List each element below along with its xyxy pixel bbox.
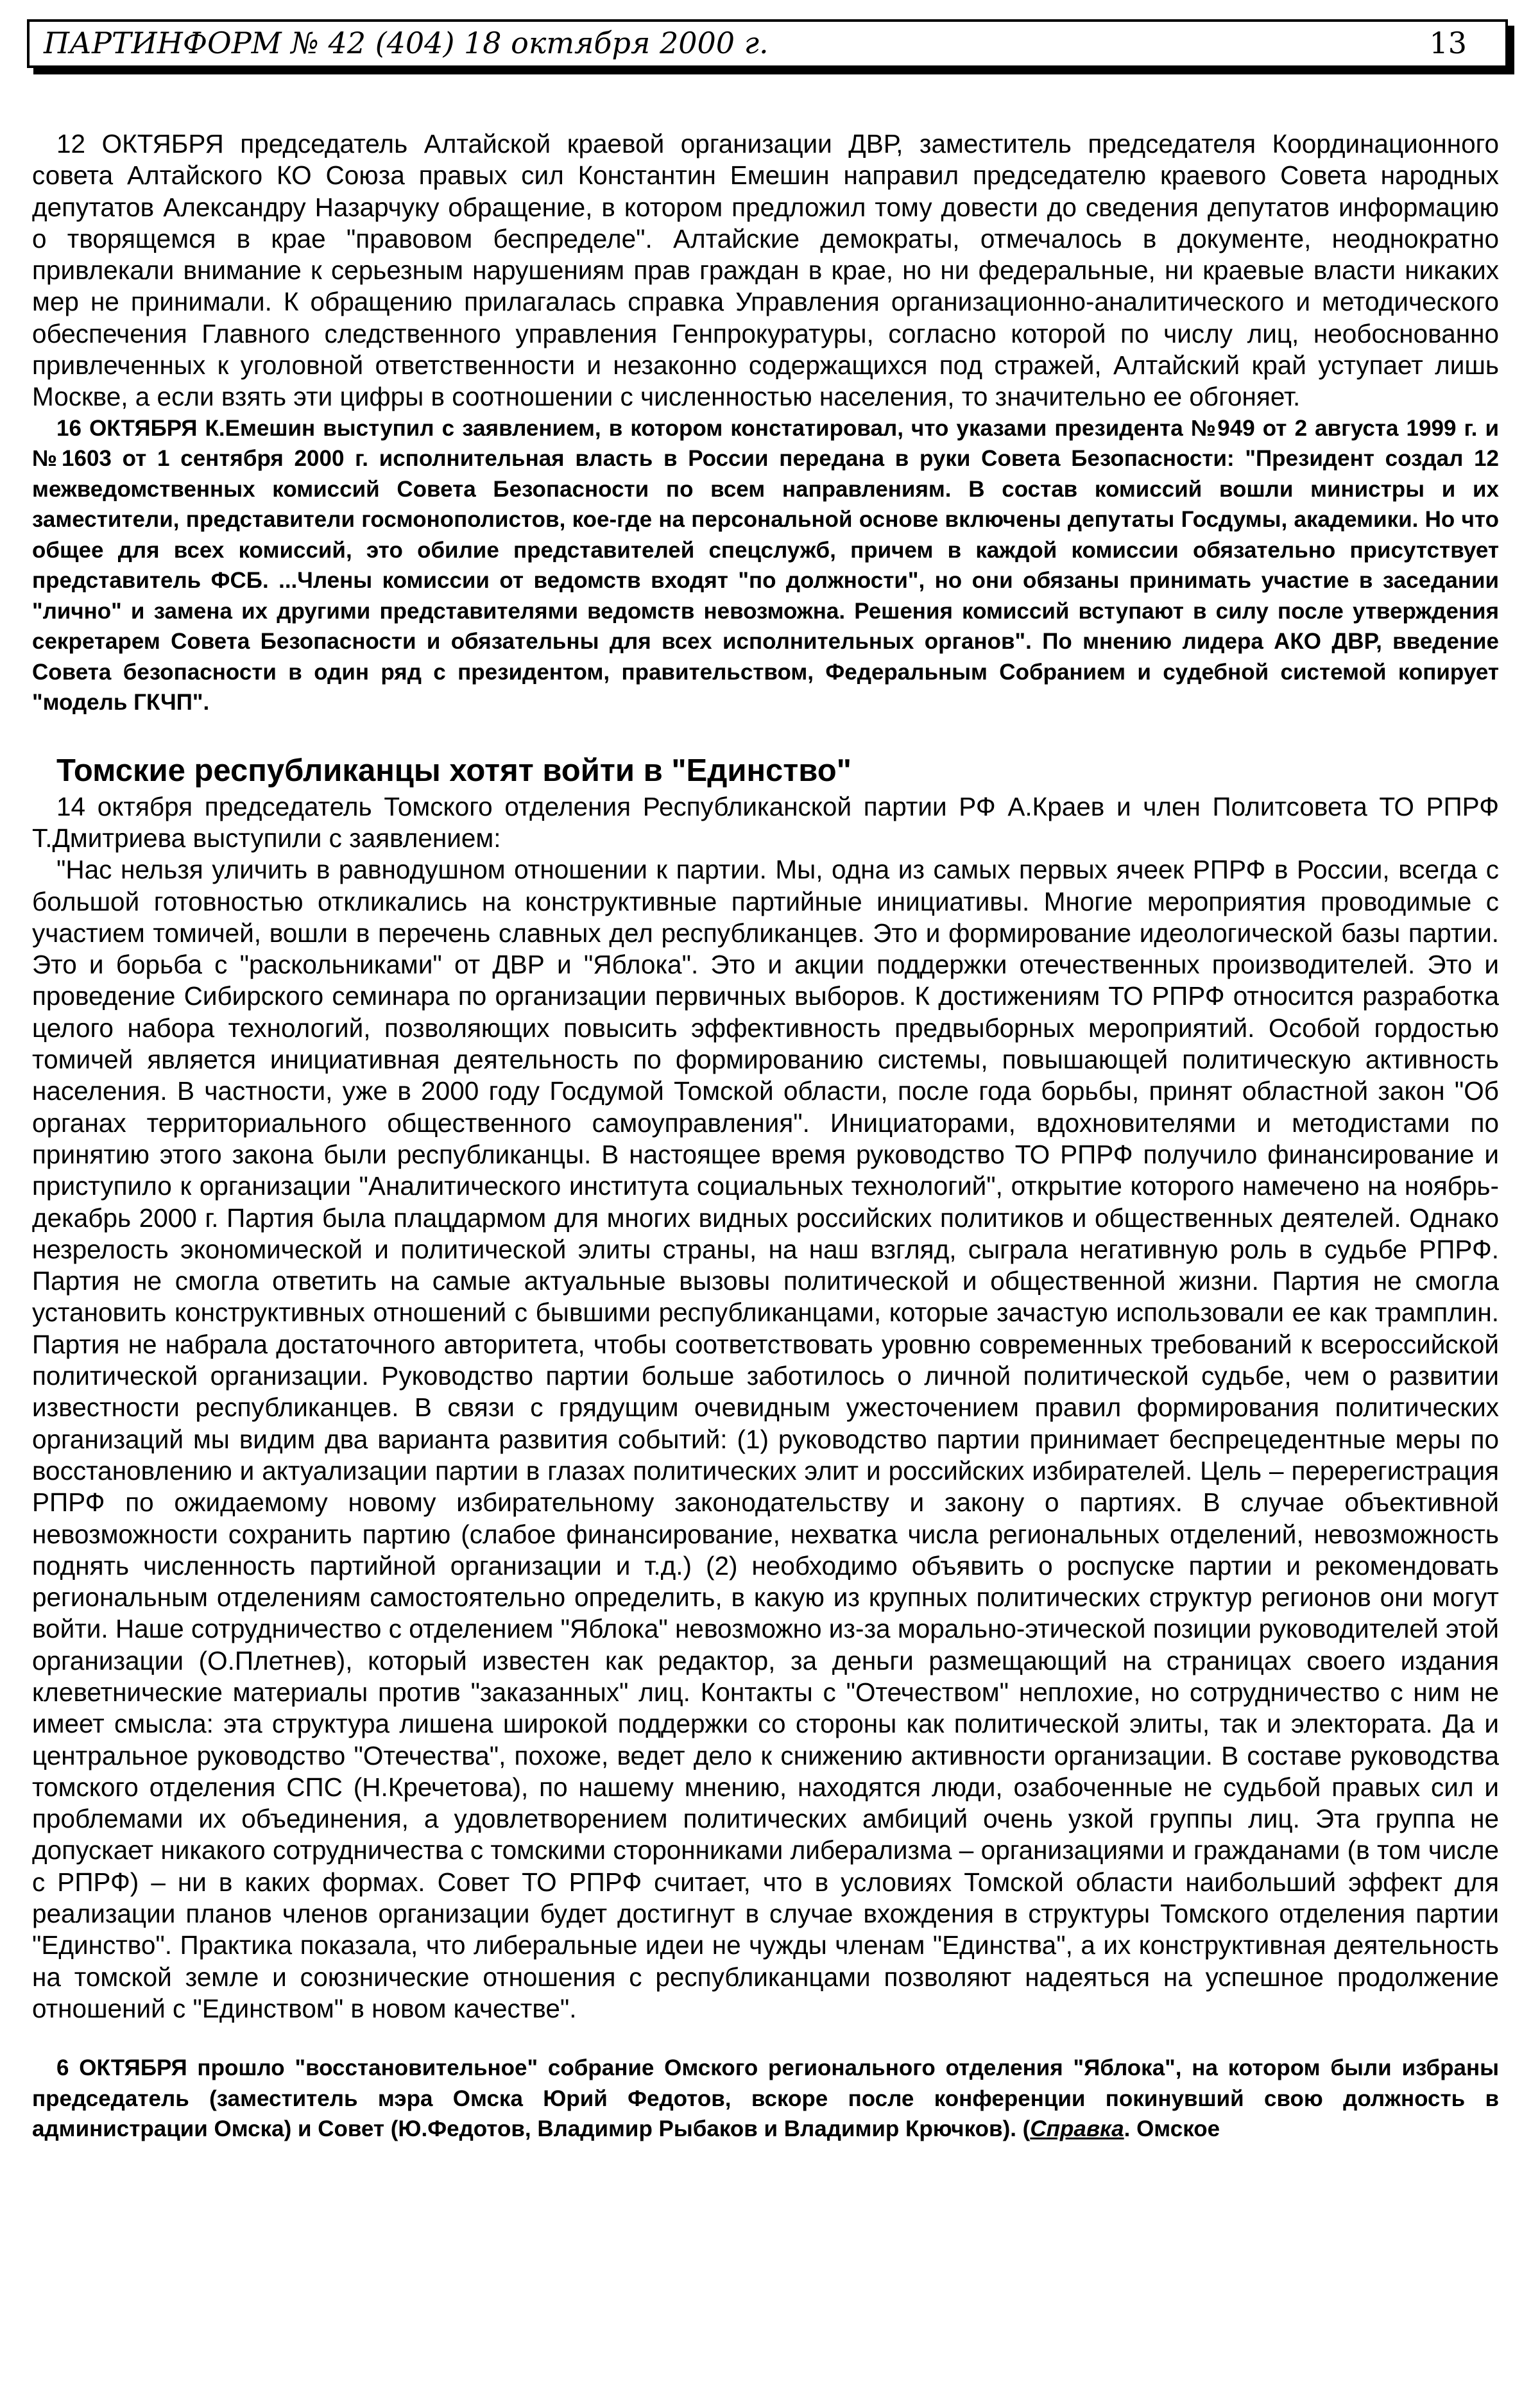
page-header (27, 19, 1508, 68)
article-omsk-tail: . Омское (1124, 2116, 1220, 2142)
article-altai-statement: 16 ОКТЯБРЯ К.Емешин выступил с заявлением, в котором констатировал, что указами президента №949 от 2 августа 1999 г. и №1603 от 1 сентября 2000 г. исполнительная власть в России передана в руки Совета Безопасности: "Президент создал 12 межведомственных комиссий Совета Безопасности по всем направлениям. В состав комиссий вошли министры и их заместители, представители госмонополистов, кое-где на персональной основе включены депутаты Госдумы, академики. Но что общее для всех комиссий, это обилие представителей спецслужб, причем в каждой комиссии обязательно присутствует представитель ФСБ. ...Члены комиссии от ведомств входят "по должности", но они обязаны принимать участие в заседании "лично" и замена их другими представителями ведомств невозможна. Решения комиссий вступают в силу после утверждения секретарем Совета Безопасности и обязательны для всех исполнительных органов". По мнению лидера АКО ДВР, введение Совета безопасности в один ряд с президентом, правительством, Федеральным Собранием и судебной системой копирует "модель ГКЧП". (32, 415, 1499, 715)
page-content (32, 128, 1499, 2145)
article-tomsk-body: "Нас нельзя уличить в равнодушном отношении к партии. Мы, одна из самых первых ячеек РПРФ в России, всегда с большой готовностью откликались на конструктивные партийные инициативы. Многие мероприятия проводимые с участием томичей, вошли в перечень славных дел республиканцев. Это и формирование идеологической базы партии. Это и борьба с "раскольниками" от ДВР и "Яблока". Это и акции поддержки отечественных производителей. Это и проведение Сибирского семинара по организации первичных выборов. К достижениям ТО РПРФ относится разработка целого набора технологий, позволяющих повысить эффективность предвыборных мероприятий. Особой гордостью томичей является инициативная деятельность по формированию системы, повышающей политическую активность населения. В частности, уже в 2000 году Госдумой Томской области, после года борьбы, принят областной закон "Об органах территориального общественного самоуправления". Инициаторами, вдохновителями и методистами по принятию этого закона были республиканцы. В настоящее время руководство ТО РПРФ получило финансирование и приступило к организации "Аналитического института социальных технологий", открытие которого намечено на ноябрь-декабрь 2000 г. Партия была плацдармом для многих видных российских политиков и общественных деятелей. Однако незрелость экономической и политической элиты страны, на наш взгляд, сыграла негативную роль в судьбе РПРФ. Партия не смогла ответить на самые актуальные вызовы политической и общественной жизни. Партия не смогла установить конструктивных отношений с бывшими республиканцами, которые зачастую использовали ее как трамплин. Партия не набрала достаточного авторитета, чтобы соответствовать уровню современных требований к всероссийской политической организации. Руководство партии больше заботилось о личной политической судьбе, чем о развитии известности республиканцев. В связи с грядущим очевидным ужесточением правил формирования политических организаций мы видим два варианта развития событий: (1) руководство партии принимает беспрецедентные меры по восстановлению и актуализации партии в глазах политических элит и российских избирателей. Цель – перерегистрация РПРФ по ожидаемому новому избирательному законодательству и закону о партиях. В случае объективной невозможности сохранить партию (слабое финансирование, нехватка числа региональных отделений, невозможность поднять численность партийной организации и т.д.) (2) необходимо объявить о роспуске партии и рекомендовать региональным отделениям самостоятельно определить, в какую из крупных политических структур регионов они могут войти. Наше сотрудничество с отделением "Яблока" невозможно из-за морально-этической позиции руководителей этой организации (О.Плетнев), который известен как редактор, за деньги размещающий на страницах своего издания клеветнические материалы против "заказанных" лиц. Контакты с "Отечеством" неплохие, но сотрудничество с ним не имеет смысла: эта структура лишена широкой поддержки со стороны как политической элиты, так и электората. Да и центральное руководство "Отечества", похоже, ведет дело к снижению активности организации. В составе руководства томского отделения СПС (Н.Кречетова), по нашему мнению, находятся люди, озабоченные не судьбой правых сил и проблемами их объединения, а удовлетворением политических амбиций очень узкой группы лиц. Эта группа не допускает никакого сотрудничества с томскими сторонниками либерализма – организациями и гражданами (в том числе с РПРФ) – ни в каких формах. Совет ТО РПРФ считает, что в условиях Томской области наибольший эффект для реализации планов членов организации будет достигнут в случае вхождения в структуры Томского отделения партии "Единство". Практика показала, что либеральные идеи не чужды членам "Единства", а их конструктивная деятельность на томской земле и союзнические отношения с республиканцами позволяют надеяться на успешное продолжение отношений с "Единством" в новом качестве". (32, 855, 1499, 2023)
publication-title: ПАРТИНФОРМ № 42 (404) 18 октября 2000 г. (44, 26, 769, 60)
page-number: 13 (1429, 26, 1467, 60)
article-altai-paragraph: 12 ОКТЯБРЯ председатель Алтайской краевой организации ДВР, заместитель председателя Координационного совета Алтайского КО Союза правых сил Константин Емешин направил председателю краевого Совета народных депутатов Александру Назарчуку обращение, в котором предложил тому довести до сведения депутатов информацию о творящемся в крае "правовом беспределе". Алтайские демократы, отмечалось в документе, неоднократно привлекали внимание к серьезным нарушениям прав граждан в крае, но ни федеральные, ни краевые власти никаких мер не принимали. К обращению прилагалась справка Управления организационно-аналитического и методического обеспечения Главного следственного управления Генпрокуратуры, согласно которой по числу лиц, необоснованно привлеченных к уголовной ответственности и незаконно содержащихся под стражей, Алтайский край уступает лишь Москве, а если взять эти цифры в соотношении с численностью населения, то значительно ее обгоняет. (32, 129, 1499, 412)
article-tomsk-intro: 14 октября председатель Томского отделения Республиканской партии РФ А.Краев и член Политсовета ТО РПРФ Т.Дмитриева выступили с заявлением: (32, 791, 1499, 853)
section-spacer (32, 718, 1499, 750)
article-tomsk-title: Томские республиканцы хотят войти в "Единство" (56, 753, 851, 788)
article-omsk-text: 6 ОКТЯБРЯ прошло "восстановительное" собрание Омского регионального отделения "Яблока", на котором были избраны председатель (заместитель мэра Омска Юрий Федотов, вскоре после конференции покинувший свою должность в администрации Омска) и Совет (Ю.Федотов, Владимир Рыбаков и Владимир Крючков). ( (32, 2055, 1499, 2142)
reference-link[interactable]: Справка (1030, 2116, 1124, 2142)
article-omsk-paragraph (32, 2053, 1499, 2145)
